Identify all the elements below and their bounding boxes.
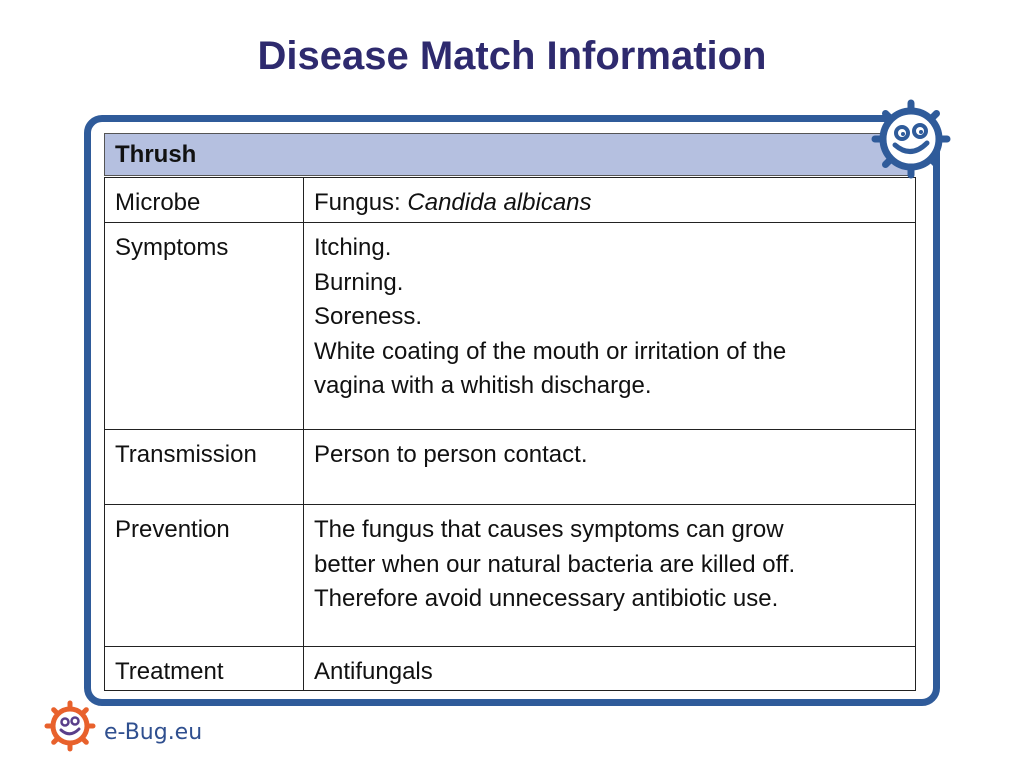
microbe-prefix: Fungus: xyxy=(314,189,408,216)
row-label-symptoms: Symptoms xyxy=(105,223,304,430)
table-row-microbe xyxy=(105,178,916,223)
prevention-line: better when our natural bacteria are killed off. xyxy=(314,550,796,578)
symptom-line: Itching. xyxy=(314,234,392,261)
footer-brand-text: e-Bug.eu xyxy=(104,720,203,745)
symptom-line: vagina with a whitish discharge. xyxy=(314,372,652,399)
row-value-microbe xyxy=(304,178,916,223)
row-value-symptoms xyxy=(304,223,916,430)
row-label-treatment: Treatment xyxy=(105,647,304,691)
row-value-transmission: Person to person contact. xyxy=(304,430,916,505)
table-row-transmission xyxy=(105,430,916,505)
page-title: Disease Match Information xyxy=(257,34,767,78)
microbe-face-logo-icon xyxy=(869,97,953,181)
row-label-microbe: Microbe xyxy=(105,178,304,223)
disease-info-table xyxy=(104,177,916,691)
prevention-line: The fungus that causes symptoms can grow xyxy=(314,516,784,543)
row-value-prevention xyxy=(304,505,916,647)
prevention-line: Therefore avoid unnecessary antibiotic use. xyxy=(314,585,779,612)
disease-name-header: Thrush xyxy=(104,133,910,176)
microbe-species: Candida albicans xyxy=(407,189,592,216)
row-value-treatment: Antifungals xyxy=(304,647,916,691)
symptom-line: Burning. xyxy=(314,268,404,296)
e-bug-logo-icon xyxy=(44,700,96,752)
row-label-transmission: Transmission xyxy=(105,430,304,505)
symptom-line: White coating of the mouth or irritation of the xyxy=(314,337,787,365)
table-row-symptoms xyxy=(105,223,916,430)
table-row-treatment xyxy=(105,647,916,691)
table-row-prevention xyxy=(105,505,916,647)
symptom-line: Soreness. xyxy=(314,303,423,330)
row-label-prevention: Prevention xyxy=(105,505,304,647)
